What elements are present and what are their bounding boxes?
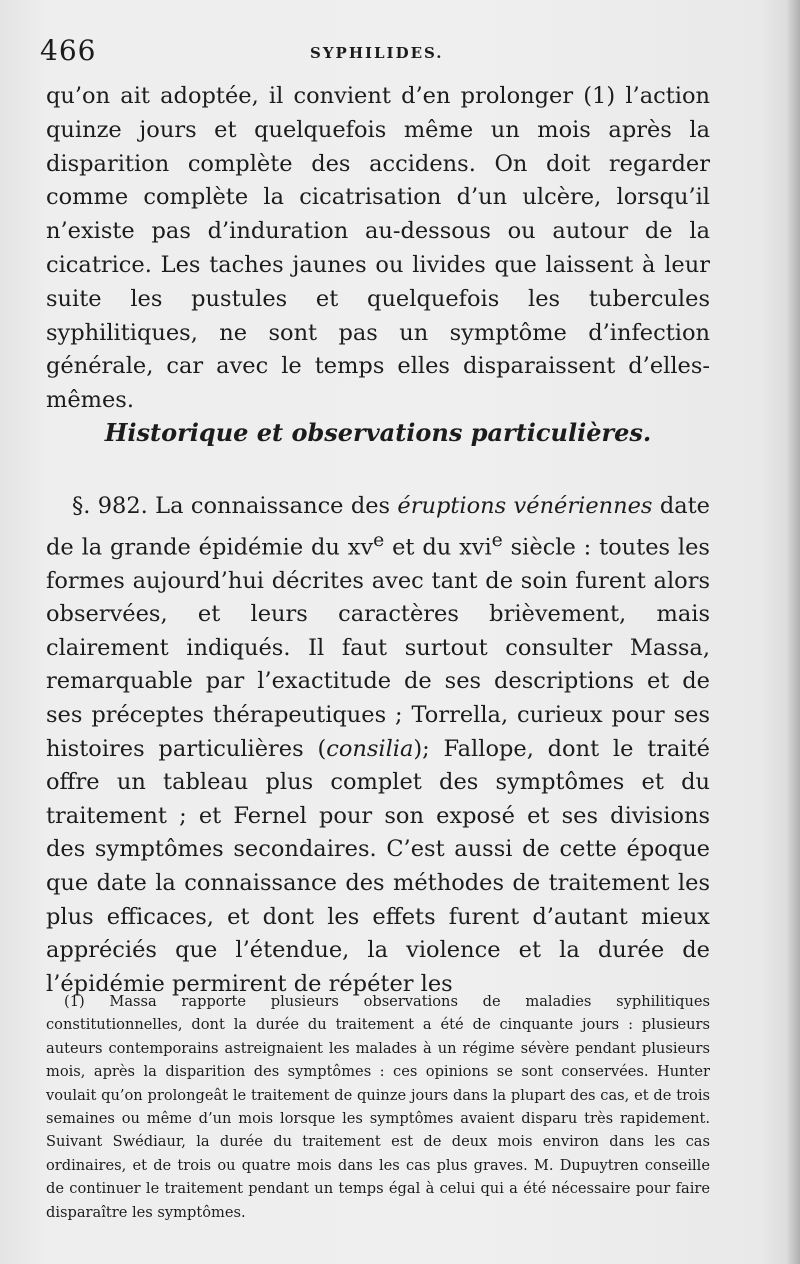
footnote: (1) Massa rapporte plusieurs observations de maladies syphilitiques constitutionnelles, dont la durée du traitement a été de cinquante jours : plusieurs auteurs contemporains astreignaient les malades à un régime sévère pendant plusieurs mois, après la disparition des symptômes : ces opinions se sont conservées. Hunter voulait qu’on prolongeât le traitement de quinze jours dans la plupart des cas, et de trois semaines ou même d’un mois lorsque les symptômes avaient disparu très rapidement. Suivant Swédiaur, la durée du traitement est de deux mois environ dans les cas ordinaires, et de trois ou quatre mois dans les cas plus graves. M. Dupuytren conseille de continuer le traitement pendant un temps égal à celui qui a été nécessaire pour faire disparaître les symptômes. [46,993,710,1221]
body-text [46,80,710,418]
century-superscript-2: e [491,529,503,551]
section-paragraph [46,490,710,1001]
section-text-part-3: et du xvi [384,534,492,561]
paragraph-1: qu’on ait adoptée, il convient d’en prolonger (1) l’action quinze jours et quelquefois même un mois après la disparition complète des accidens. On doit regarder comme complète la cicatrisation d’un ulcère, lorsqu’il n’existe pas d’induration au-dessous ou autour de la cicatrice. Les taches jaunes ou livides que laissent à leur suite les pustules et quelquefois les tubercules syphilitiques, ne sont pas un symptôme d’infection générale, car avec le temps elles disparaissent d’elles-mêmes. [46,83,710,414]
century-superscript-1: e [373,529,385,551]
section-text-part-5: ); Fallope, dont le traité offre un tableau plus complet des symptômes et du traitement ; et Fernel pour son exposé et ses divisions des symptômes secondaires. C’est aussi de cette époque que date la connaissance des méthodes de traitement les plus efficaces, et dont les effets furent d’autant mieux appréciés que l’étendue, la violence et la durée de l’épidémie permirent de répéter les [46,735,710,997]
page-edge-shadow [786,0,800,1264]
section-text-italic-1: éruptions vénériennes [397,493,653,519]
section-text-part-1: §. 982. La connaissance des [72,493,398,519]
running-head: SYPHILIDES. [310,44,444,62]
section-text-part-2: date de la grande épidémie du xv [46,493,710,561]
section-text-part-4: siècle : toutes les formes aujourd’hui décrites avec tant de soin furent alors observées, et leurs caractères brièvement, mais clairement indiqués. Il faut surtout consulter Massa, remarquable par l’exactitude de ses descriptions et de ses préceptes thérapeutiques ; Torrella, curieux pour ses histoires particulières ( [46,534,710,762]
section-heading: Historique et observations particulières. [104,418,652,447]
section-text-italic-2: consilia [326,735,414,762]
page-number: 466 [40,34,97,67]
page-header [40,34,750,74]
